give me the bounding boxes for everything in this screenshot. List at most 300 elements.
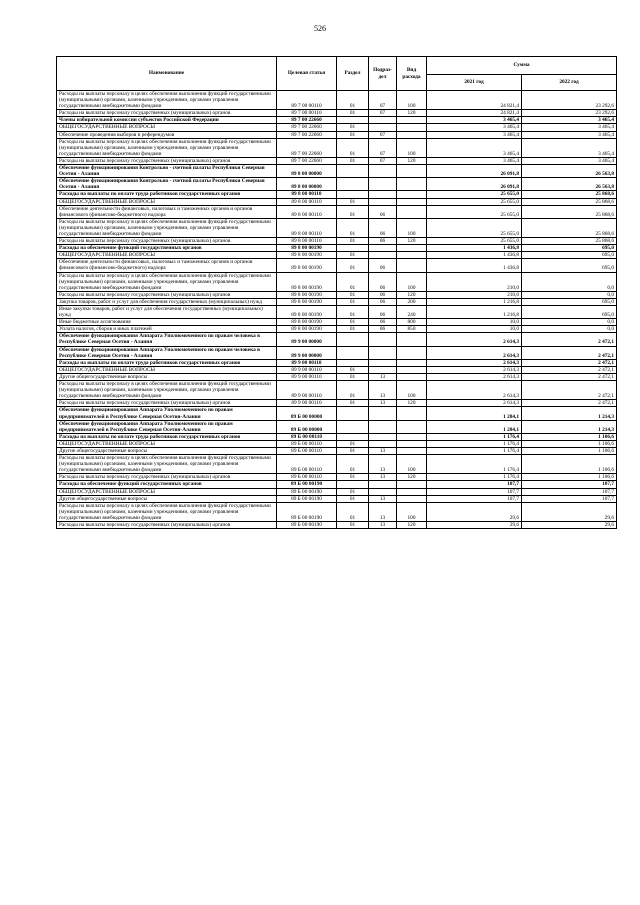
cell-subsection — [369, 488, 397, 495]
cell-section: 01 — [337, 381, 369, 400]
cell-subsection: 07 — [369, 157, 397, 164]
cell-name: Обеспечение функционирования Контрольно - счетной палаты Республики Северная Осетия - Алания — [57, 165, 277, 178]
cell-section: 01 — [337, 131, 369, 138]
cell-amount-2022: 25 868,6 — [522, 198, 617, 205]
cell-subsection: 06 — [369, 291, 397, 298]
cell-code: 89 Б 00 00000 — [277, 407, 337, 420]
cell-subsection — [369, 198, 397, 205]
cell-expense-type: 120 — [397, 157, 427, 164]
cell-amount-2022: 695,0 — [522, 306, 617, 319]
cell-subsection: 13 — [369, 400, 397, 407]
cell-expense-type: 100 — [397, 91, 427, 110]
cell-section — [337, 433, 369, 440]
cell-subsection: 13 — [369, 502, 397, 521]
cell-amount-2021: 2 614,3 — [427, 381, 522, 400]
cell-code: 89 8 00 00000 — [277, 165, 337, 178]
table-row — [57, 359, 617, 366]
cell-code: 89 Б 00 00110 — [277, 447, 337, 454]
cell-amount-2021: 25 655,0 — [427, 191, 522, 198]
cell-code: 89 8 00 00190 — [277, 319, 337, 326]
cell-section: 01 — [337, 447, 369, 454]
cell-expense-type: 100 — [397, 272, 427, 291]
cell-code: 89 Б 00 00110 — [277, 455, 337, 474]
cell-code: 89 7 00 00110 — [277, 110, 337, 117]
cell-code: 89 Б 00 00190 — [277, 495, 337, 502]
cell-expense-type: 120 — [397, 110, 427, 117]
cell-expense-type — [397, 124, 427, 131]
cell-code: 89 Б 00 00110 — [277, 433, 337, 440]
cell-amount-2022: 695,0 — [522, 252, 617, 259]
cell-subsection: 06 — [369, 218, 397, 237]
cell-name: Обеспечение функционирования Аппарата Уполномоченного по правам предпринимателей в Республике Северная Осетия-Алания — [57, 420, 277, 433]
cell-code: 89 8 00 00110 — [277, 191, 337, 198]
cell-section: 01 — [337, 272, 369, 291]
table-row — [57, 198, 617, 205]
table-row — [57, 495, 617, 502]
table-row — [57, 440, 617, 447]
cell-code: 89 8 00 00110 — [277, 238, 337, 245]
cell-expense-type: 100 — [397, 381, 427, 400]
cell-amount-2021: 3 465,4 — [427, 138, 522, 157]
cell-amount-2021: 2 614,3 — [427, 346, 522, 359]
cell-amount-2022: 0,0 — [522, 319, 617, 326]
cell-section — [337, 359, 369, 366]
cell-subsection: 13 — [369, 455, 397, 474]
cell-subsection — [369, 481, 397, 488]
cell-section — [337, 117, 369, 124]
cell-code: 89 Б 00 00110 — [277, 474, 337, 481]
cell-amount-2021: 107,7 — [427, 481, 522, 488]
cell-code: 89 7 00 00110 — [277, 91, 337, 110]
header-subsection: Подраз-дел — [369, 57, 397, 91]
cell-amount-2022: 25 868,6 — [522, 191, 617, 198]
cell-subsection: 13 — [369, 447, 397, 454]
cell-amount-2021: 1 216,8 — [427, 306, 522, 319]
cell-subsection — [369, 245, 397, 252]
cell-name: Расходы на выплаты персоналу государственных (муниципальных) органов — [57, 157, 277, 164]
cell-name: ОБЩЕГОСУДАРСТВЕННЫЕ ВОПРОСЫ — [57, 198, 277, 205]
table-row — [57, 91, 617, 110]
cell-subsection: 06 — [369, 272, 397, 291]
cell-amount-2022: 25 868,6 — [522, 218, 617, 237]
cell-code: 89 7 00 22660 — [277, 117, 337, 124]
cell-section: 01 — [337, 91, 369, 110]
cell-amount-2021: 29,6 — [427, 502, 522, 521]
cell-expense-type: 100 — [397, 502, 427, 521]
cell-expense-type: 120 — [397, 400, 427, 407]
cell-name: Обеспечение функционирования Контрольно - счетной палаты Республики Северная Осетия - Алания — [57, 178, 277, 191]
cell-section — [337, 346, 369, 359]
cell-subsection: 06 — [369, 306, 397, 319]
cell-amount-2022: 2 472,1 — [522, 366, 617, 373]
cell-name: Иные закупки товаров, работ и услуг для обеспечения государственных (муниципальных) нужд — [57, 306, 277, 319]
cell-subsection — [369, 252, 397, 259]
cell-amount-2022: 695,0 — [522, 259, 617, 272]
cell-code: 89 8 00 00190 — [277, 259, 337, 272]
table-row — [57, 178, 617, 191]
cell-section: 01 — [337, 502, 369, 521]
cell-subsection — [369, 420, 397, 433]
cell-amount-2022: 29,6 — [522, 502, 617, 521]
cell-section — [337, 178, 369, 191]
cell-code: 89 8 00 00190 — [277, 326, 337, 333]
cell-expense-type — [397, 165, 427, 178]
table-row — [57, 346, 617, 359]
cell-section: 01 — [337, 366, 369, 373]
cell-section: 01 — [337, 400, 369, 407]
cell-code: 89 Б 00 00110 — [277, 440, 337, 447]
table-row — [57, 326, 617, 333]
cell-subsection — [369, 359, 397, 366]
table-row — [57, 117, 617, 124]
cell-name: Расходы на выплаты персоналу государственных (муниципальных) органов — [57, 238, 277, 245]
table-row — [57, 502, 617, 521]
table-row — [57, 205, 617, 218]
cell-amount-2021: 25 655,0 — [427, 205, 522, 218]
table-row — [57, 259, 617, 272]
cell-expense-type — [397, 433, 427, 440]
cell-amount-2022: 0,0 — [522, 326, 617, 333]
cell-amount-2022: 1 214,3 — [522, 407, 617, 420]
cell-code: 89 8 00 00110 — [277, 205, 337, 218]
cell-section: 01 — [337, 306, 369, 319]
table-row — [57, 131, 617, 138]
cell-amount-2021: 3 465,4 — [427, 117, 522, 124]
cell-amount-2021: 25 655,0 — [427, 198, 522, 205]
cell-code: 89 9 00 00110 — [277, 373, 337, 380]
header-name: Наименование — [57, 57, 277, 91]
cell-section: 01 — [337, 110, 369, 117]
cell-subsection: 06 — [369, 319, 397, 326]
cell-expense-type — [397, 440, 427, 447]
cell-section: 01 — [337, 440, 369, 447]
cell-amount-2021: 1 284,1 — [427, 407, 522, 420]
cell-section: 01 — [337, 138, 369, 157]
table-row — [57, 333, 617, 346]
table-row — [57, 447, 617, 454]
cell-subsection — [369, 178, 397, 191]
cell-code: 89 7 00 22660 — [277, 157, 337, 164]
cell-amount-2021: 24 821,4 — [427, 110, 522, 117]
cell-amount-2021: 25 655,0 — [427, 218, 522, 237]
cell-section: 01 — [337, 198, 369, 205]
cell-name: Иные бюджетные ассигнования — [57, 319, 277, 326]
cell-code: 89 7 00 22660 — [277, 124, 337, 131]
cell-amount-2021: 10,0 — [427, 326, 522, 333]
cell-subsection: 06 — [369, 238, 397, 245]
cell-amount-2022: 2 472,1 — [522, 400, 617, 407]
cell-amount-2022: 2 472,1 — [522, 359, 617, 366]
cell-code: 89 9 00 00000 — [277, 346, 337, 359]
cell-amount-2021: 1 176,4 — [427, 447, 522, 454]
cell-name: Расходы на выплаты персоналу государственных (муниципальных) органов — [57, 522, 277, 529]
cell-amount-2022: 3 465,4 — [522, 124, 617, 131]
cell-name: Расходы на выплаты персоналу в целях обеспечения выполнения функций государственными (муниципальными) органами, казенными учреждениями, органами управления государственными внебюджетными фондами — [57, 381, 277, 400]
header-code: Целевая статья — [277, 57, 337, 91]
table-row — [57, 474, 617, 481]
cell-code: 89 Б 00 00190 — [277, 502, 337, 521]
cell-name: Уплата налогов, сборов и иных платежей — [57, 326, 277, 333]
cell-name: ОБЩЕГОСУДАРСТВЕННЫЕ ВОПРОСЫ — [57, 488, 277, 495]
cell-subsection — [369, 346, 397, 359]
table-body — [57, 91, 617, 529]
cell-amount-2021: 1 216,8 — [427, 298, 522, 305]
header-year-2021: 2021 год — [427, 75, 522, 91]
cell-name: Расходы на выплаты персоналу в целях обеспечения выполнения функций государственными (муниципальными) органами, казенными учреждениями, органами управления государственными внебюджетными фондами — [57, 91, 277, 110]
cell-expense-type — [397, 373, 427, 380]
cell-section — [337, 481, 369, 488]
cell-name: Расходы на обеспечение функций государственных органов — [57, 245, 277, 252]
cell-name: Расходы на выплаты по оплате труда работников государственных органов — [57, 191, 277, 198]
cell-amount-2021: 210,0 — [427, 272, 522, 291]
cell-amount-2021: 1 436,8 — [427, 245, 522, 252]
cell-expense-type — [397, 198, 427, 205]
cell-subsection: 07 — [369, 138, 397, 157]
cell-amount-2022: 107,7 — [522, 488, 617, 495]
table-row — [57, 191, 617, 198]
header-year-2022: 2022 год — [522, 75, 617, 91]
cell-expense-type — [397, 359, 427, 366]
cell-expense-type: 120 — [397, 238, 427, 245]
cell-section — [337, 333, 369, 346]
cell-name: Расходы на обеспечение функций государственных органов — [57, 481, 277, 488]
cell-amount-2021: 1 176,4 — [427, 433, 522, 440]
cell-code: 89 9 00 00110 — [277, 400, 337, 407]
cell-amount-2022: 26 563,8 — [522, 178, 617, 191]
cell-section: 01 — [337, 326, 369, 333]
cell-expense-type — [397, 252, 427, 259]
cell-code: 89 8 00 00190 — [277, 306, 337, 319]
cell-code: 89 Б 00 00190 — [277, 522, 337, 529]
cell-amount-2021: 1 176,4 — [427, 440, 522, 447]
cell-subsection — [369, 433, 397, 440]
cell-expense-type: 200 — [397, 298, 427, 305]
cell-amount-2021: 3 465,4 — [427, 157, 522, 164]
cell-section: 01 — [337, 157, 369, 164]
cell-amount-2022: 23 292,6 — [522, 110, 617, 117]
cell-name: Расходы на выплаты по оплате труда работников государственных органов — [57, 359, 277, 366]
cell-code: 89 Б 00 00000 — [277, 420, 337, 433]
cell-amount-2022: 23 292,6 — [522, 91, 617, 110]
page-number: 526 — [314, 24, 326, 33]
table-row — [57, 245, 617, 252]
cell-section: 01 — [337, 205, 369, 218]
table-row — [57, 433, 617, 440]
cell-name: Расходы на выплаты персоналу в целях обеспечения выполнения функций государственными (муниципальными) органами, казенными учреждениями, органами управления государственными внебюджетными фондами — [57, 455, 277, 474]
cell-amount-2022: 2 472,1 — [522, 381, 617, 400]
cell-name: ОБЩЕГОСУДАРСТВЕННЫЕ ВОПРОСЫ — [57, 252, 277, 259]
table-row — [57, 420, 617, 433]
cell-name: Обеспечение деятельности финансовых, налоговых и таможенных органов и органов финансового (финансово-бюджетного) надзора — [57, 205, 277, 218]
cell-amount-2022: 1 106,6 — [522, 440, 617, 447]
cell-name: Обеспечение функционирования Аппарата Уполномоченного по правам человека в Республике Северная Осетия - Алания — [57, 346, 277, 359]
cell-name: Другие общегосударственные вопросы — [57, 373, 277, 380]
cell-subsection — [369, 440, 397, 447]
table-row — [57, 218, 617, 237]
cell-subsection: 06 — [369, 298, 397, 305]
table-row — [57, 488, 617, 495]
cell-name: Другие общегосударственные вопросы — [57, 495, 277, 502]
table-row — [57, 400, 617, 407]
table-row — [57, 407, 617, 420]
cell-section — [337, 245, 369, 252]
cell-expense-type: 120 — [397, 522, 427, 529]
cell-amount-2021: 1 284,1 — [427, 420, 522, 433]
cell-amount-2022: 29,6 — [522, 522, 617, 529]
table-header — [57, 57, 617, 91]
cell-name: Расходы на выплаты персоналу в целях обеспечения выполнения функций государственными (муниципальными) органами, казенными учреждениями, органами управления государственными внебюджетными фондами — [57, 272, 277, 291]
cell-expense-type — [397, 495, 427, 502]
cell-section: 01 — [337, 373, 369, 380]
cell-name: Расходы на выплаты персоналу государственных (муниципальных) органов — [57, 110, 277, 117]
cell-amount-2022: 1 214,3 — [522, 420, 617, 433]
header-sum: Сумма — [427, 57, 617, 75]
table-row — [57, 138, 617, 157]
cell-name: Члены избирательной комиссии субъектов Российской Федерации — [57, 117, 277, 124]
cell-amount-2021: 29,6 — [427, 522, 522, 529]
cell-expense-type: 100 — [397, 138, 427, 157]
cell-expense-type — [397, 131, 427, 138]
cell-amount-2021: 3 465,4 — [427, 131, 522, 138]
cell-subsection — [369, 124, 397, 131]
cell-amount-2021: 1 436,8 — [427, 259, 522, 272]
cell-amount-2022: 695,0 — [522, 245, 617, 252]
budget-table — [56, 56, 617, 529]
cell-subsection: 06 — [369, 205, 397, 218]
cell-code: 89 9 00 00110 — [277, 381, 337, 400]
cell-section — [337, 420, 369, 433]
cell-subsection — [369, 333, 397, 346]
table-row — [57, 522, 617, 529]
cell-section: 01 — [337, 495, 369, 502]
cell-amount-2022: 0,0 — [522, 291, 617, 298]
cell-expense-type — [397, 245, 427, 252]
cell-code: 89 8 00 00190 — [277, 298, 337, 305]
table-row — [57, 455, 617, 474]
cell-name: ОБЩЕГОСУДАРСТВЕННЫЕ ВОПРОСЫ — [57, 124, 277, 131]
cell-amount-2021: 26 091,8 — [427, 178, 522, 191]
cell-subsection — [369, 117, 397, 124]
cell-expense-type: 100 — [397, 455, 427, 474]
cell-code: 89 9 00 00110 — [277, 366, 337, 373]
cell-expense-type — [397, 366, 427, 373]
cell-name: ОБЩЕГОСУДАРСТВЕННЫЕ ВОПРОСЫ — [57, 440, 277, 447]
cell-amount-2021: 1 176,4 — [427, 474, 522, 481]
cell-section: 01 — [337, 474, 369, 481]
cell-section: 01 — [337, 522, 369, 529]
cell-amount-2021: 107,7 — [427, 488, 522, 495]
cell-name: Другие общегосударственные вопросы — [57, 447, 277, 454]
cell-expense-type: 800 — [397, 319, 427, 326]
cell-subsection — [369, 165, 397, 178]
cell-amount-2022: 107,7 — [522, 495, 617, 502]
table-row — [57, 366, 617, 373]
cell-subsection: 07 — [369, 131, 397, 138]
cell-amount-2022: 1 106,6 — [522, 433, 617, 440]
cell-amount-2022: 1 106,6 — [522, 455, 617, 474]
cell-amount-2021: 107,7 — [427, 495, 522, 502]
cell-code: 89 8 00 00110 — [277, 198, 337, 205]
cell-amount-2021: 25 655,0 — [427, 238, 522, 245]
table-row — [57, 165, 617, 178]
cell-section: 01 — [337, 238, 369, 245]
cell-code: 89 Б 00 00190 — [277, 481, 337, 488]
cell-section: 01 — [337, 455, 369, 474]
cell-code: 89 8 00 00190 — [277, 291, 337, 298]
cell-code: 89 7 00 22660 — [277, 138, 337, 157]
cell-amount-2021: 10,0 — [427, 319, 522, 326]
cell-section: 01 — [337, 298, 369, 305]
cell-subsection: 07 — [369, 91, 397, 110]
table-row — [57, 252, 617, 259]
cell-code: 89 8 00 00190 — [277, 252, 337, 259]
cell-expense-type: 100 — [397, 218, 427, 237]
cell-subsection: 06 — [369, 259, 397, 272]
cell-name: Расходы на выплаты персоналу государственных (муниципальных) органов — [57, 474, 277, 481]
cell-expense-type — [397, 481, 427, 488]
cell-subsection: 07 — [369, 110, 397, 117]
cell-subsection — [369, 191, 397, 198]
cell-code: 89 8 00 00190 — [277, 272, 337, 291]
cell-section — [337, 407, 369, 420]
cell-name: Обеспечение функционирования Аппарата Уполномоченного по правам предпринимателей в Республике Северная Осетия-Алания — [57, 407, 277, 420]
cell-amount-2021: 26 091,8 — [427, 165, 522, 178]
table-row — [57, 298, 617, 305]
table-row — [57, 157, 617, 164]
cell-amount-2022: 2 472,1 — [522, 373, 617, 380]
cell-section: 01 — [337, 291, 369, 298]
cell-amount-2022: 25 868,6 — [522, 205, 617, 218]
cell-code: 89 7 00 22660 — [277, 131, 337, 138]
cell-code: 89 8 00 00110 — [277, 218, 337, 237]
cell-amount-2021: 2 614,3 — [427, 366, 522, 373]
cell-expense-type: 120 — [397, 291, 427, 298]
table-row — [57, 381, 617, 400]
cell-amount-2022: 1 106,6 — [522, 447, 617, 454]
table-row — [57, 306, 617, 319]
cell-amount-2021: 24 821,4 — [427, 91, 522, 110]
cell-section: 01 — [337, 252, 369, 259]
cell-amount-2022: 26 563,8 — [522, 165, 617, 178]
cell-name: Расходы на выплаты персоналу государственных (муниципальных) органов — [57, 400, 277, 407]
cell-subsection: 06 — [369, 326, 397, 333]
table-row — [57, 291, 617, 298]
cell-expense-type — [397, 333, 427, 346]
cell-amount-2022: 107,7 — [522, 481, 617, 488]
cell-subsection: 13 — [369, 381, 397, 400]
cell-name: Расходы на выплаты персоналу в целях обеспечения выполнения функций государственными (муниципальными) органами, казенными учреждениями, органами управления государственными внебюджетными фондами — [57, 502, 277, 521]
cell-amount-2022: 3 465,4 — [522, 117, 617, 124]
cell-amount-2022: 3 465,4 — [522, 131, 617, 138]
cell-amount-2022: 2 472,1 — [522, 346, 617, 359]
cell-section: 01 — [337, 218, 369, 237]
cell-code: 89 8 00 00190 — [277, 245, 337, 252]
cell-expense-type — [397, 117, 427, 124]
cell-amount-2021: 1 436,8 — [427, 252, 522, 259]
table-row — [57, 272, 617, 291]
cell-name: Расходы на выплаты персоналу в целях обеспечения выполнения функций государственными (муниципальными) органами, казенными учреждениями, органами управления государственными внебюджетными фондами — [57, 138, 277, 157]
table-row — [57, 319, 617, 326]
cell-section: 01 — [337, 488, 369, 495]
cell-section — [337, 165, 369, 178]
table-row — [57, 481, 617, 488]
cell-expense-type — [397, 205, 427, 218]
cell-expense-type — [397, 488, 427, 495]
cell-section: 01 — [337, 319, 369, 326]
cell-amount-2021: 2 614,3 — [427, 400, 522, 407]
cell-name: Расходы на выплаты персоналу государственных (муниципальных) органов — [57, 291, 277, 298]
header-expense-type: Вид расхода — [397, 57, 427, 91]
